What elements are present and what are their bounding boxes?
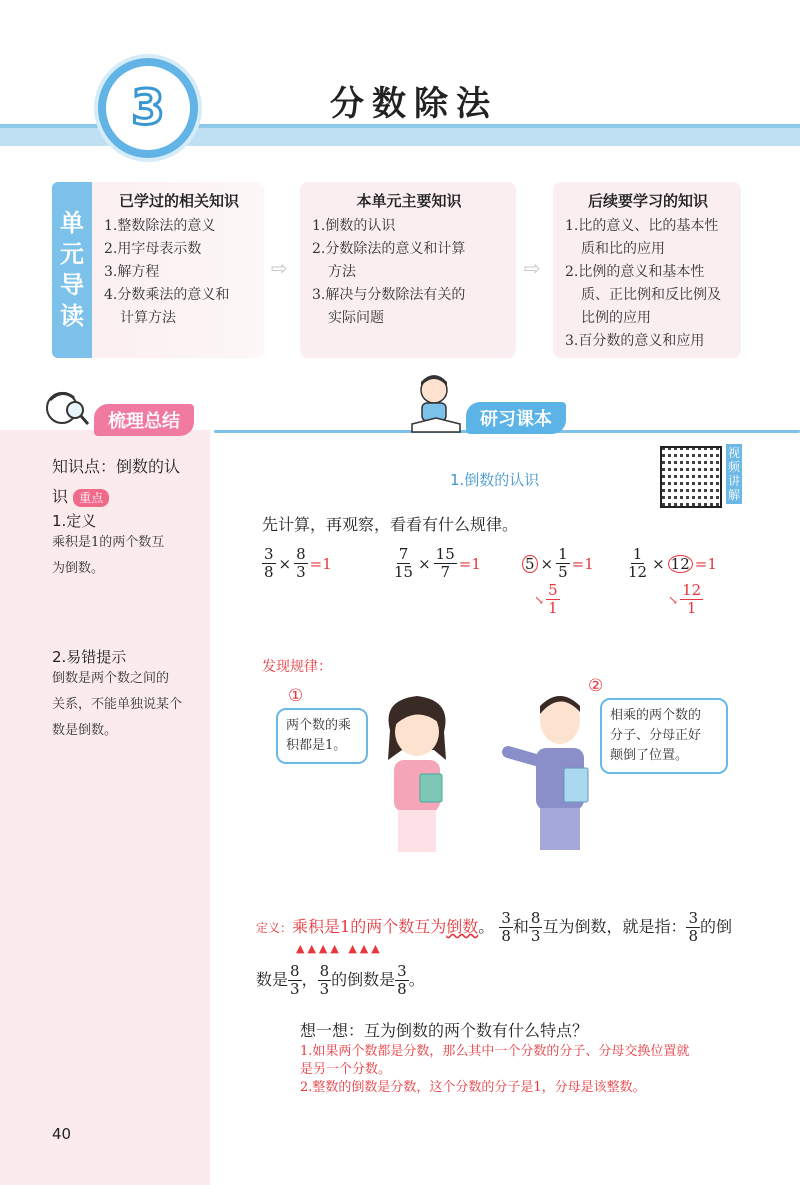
text-line: 倒数是两个数之间的 xyxy=(52,671,170,686)
list-item: 2.比例的意义和基本性 xyxy=(565,264,705,280)
tab-char: 元 xyxy=(60,239,84,268)
tab-char: 导 xyxy=(60,271,84,299)
unit-number-badge: 3 xyxy=(98,58,198,158)
result: =1 xyxy=(571,554,594,573)
knowledge-point-text: 识 xyxy=(52,487,69,506)
qr-code-icon[interactable] xyxy=(660,446,722,508)
mistake-text xyxy=(52,666,182,744)
list-item: 质、正比例和反比例及 xyxy=(581,287,721,303)
result: =1 xyxy=(458,554,481,573)
textbook-pill: 研习课本 xyxy=(466,402,566,434)
result: =1 xyxy=(309,554,332,573)
label-char: 频 xyxy=(727,460,740,474)
list-item: 2.用字母表示数 xyxy=(104,241,202,257)
box-title: 本单元主要知识 xyxy=(356,192,462,210)
numerator: 3 xyxy=(264,545,274,563)
text-line: 数是倒数。 xyxy=(52,723,118,738)
bubble-line: 两个数的乘 xyxy=(286,718,352,733)
bubble-line: 分子、分母正好 xyxy=(610,728,702,743)
summary-pill: 梳理总结 xyxy=(94,404,194,436)
label-char: 解 xyxy=(727,488,740,502)
box-title: 后续要学习的知识 xyxy=(587,192,708,210)
mistake-heading: 2.易错提示 xyxy=(52,648,127,666)
circled-number: 5 xyxy=(522,555,538,573)
list-item: 实际问题 xyxy=(328,310,384,326)
denominator: 8 xyxy=(397,980,407,998)
definition-text xyxy=(52,530,164,582)
denominator: 8 xyxy=(501,927,511,945)
answer-line: 2.整数的倒数是分数，这个分数的分子是1，分母是该整数。 xyxy=(300,1080,646,1095)
equation-3-note xyxy=(534,582,560,617)
times-sign: × xyxy=(540,554,554,573)
intro-text: 先计算，再观察，看看有什么规律。 xyxy=(262,515,519,534)
definition-tag: 定义： xyxy=(256,921,293,935)
page-title: 分数除法 xyxy=(330,84,498,124)
knowledge-point-text: 知识点：倒数的认 xyxy=(52,457,181,476)
marker-2: ② xyxy=(588,676,604,696)
denominator: 5 xyxy=(558,563,568,581)
list-item: 1.比的意义、比的基本性 xyxy=(565,218,719,234)
times-sign: × xyxy=(652,554,665,573)
definition-text: 互为倒数，就是指： xyxy=(542,917,687,936)
list-item: 比例的应用 xyxy=(581,310,651,326)
boy-illustration xyxy=(500,690,600,855)
denominator: 12 xyxy=(628,563,648,581)
definition-text: 数是 xyxy=(256,970,289,989)
definition-text: 。 xyxy=(408,970,425,989)
numerator: 1 xyxy=(558,545,568,563)
tab-char: 单 xyxy=(60,208,84,237)
list-item: 方法 xyxy=(328,264,356,280)
bubble-line: 积都是1。 xyxy=(286,738,347,753)
curved-arrow-icon: ↘ xyxy=(668,592,679,607)
video-explain-label[interactable] xyxy=(726,444,742,504)
denominator: 3 xyxy=(319,980,330,998)
list-item: 计算方法 xyxy=(120,310,176,326)
equation-2 xyxy=(392,546,481,581)
definition-heading: 1.定义 xyxy=(52,512,97,530)
times-sign: × xyxy=(278,554,292,573)
denominator: 8 xyxy=(688,927,698,945)
section-title: 1.倒数的认识 xyxy=(450,471,540,489)
knowledge-point xyxy=(52,452,208,512)
list-item: 1.整数除法的意义 xyxy=(104,218,216,234)
definition-text: 。 xyxy=(478,917,495,936)
result: =1 xyxy=(694,554,717,573)
numerator: 3 xyxy=(501,909,511,927)
equation-3 xyxy=(522,546,594,581)
rule-label: 发现规律： xyxy=(262,659,332,675)
answer-line: 是另一个分数。 xyxy=(300,1062,392,1077)
main-knowledge-box xyxy=(300,182,516,358)
list-item: 2.分数除法的意义和计算 xyxy=(312,241,466,257)
numerator: 15 xyxy=(435,545,455,563)
bubble-line: 相乘的两个数的 xyxy=(610,708,702,723)
girl-illustration xyxy=(372,690,462,855)
numerator: 8 xyxy=(530,909,541,927)
page-number: 40 xyxy=(52,1125,72,1143)
bubble-line: 颠倒了位置。 xyxy=(610,748,689,763)
answer-block xyxy=(300,1043,760,1097)
numerator: 8 xyxy=(319,962,330,980)
numerator: 1 xyxy=(632,545,643,563)
arrow-right-icon: ⇨ xyxy=(271,256,288,280)
numerator: 7 xyxy=(398,545,409,563)
denominator: 3 xyxy=(290,980,300,998)
keyword: 倒数 xyxy=(446,917,479,936)
numerator: 3 xyxy=(397,962,407,980)
curved-arrow-icon: ↘ xyxy=(534,592,545,607)
numerator: 8 xyxy=(296,545,306,563)
unit-guide-tab xyxy=(52,182,92,358)
definition-text: ， xyxy=(301,970,318,989)
list-item: 1.倒数的认识 xyxy=(312,218,396,234)
text-line: 关系，不能单独说某个 xyxy=(52,697,183,712)
numerator: 3 xyxy=(688,909,698,927)
list-item: 3.解决与分数除法有关的 xyxy=(312,287,466,303)
circled-number: 12 xyxy=(668,555,693,573)
denominator: 3 xyxy=(530,927,541,945)
definition-text: 和 xyxy=(512,917,529,936)
equation-4-note xyxy=(668,582,703,617)
definition-text: 乘积是1的两个数互为 xyxy=(292,917,447,936)
numerator: 5 xyxy=(548,581,558,599)
equation-4 xyxy=(626,546,717,581)
student-reading-icon xyxy=(410,372,464,434)
definition-text: 的倒 xyxy=(700,917,733,936)
denominator: 8 xyxy=(264,563,274,581)
text-line: 乘积是1的两个数互 xyxy=(52,535,165,550)
denominator: 15 xyxy=(394,563,414,581)
times-sign: × xyxy=(418,554,431,573)
label-char: 讲 xyxy=(727,474,740,488)
denominator: 1 xyxy=(686,599,697,617)
list-item: 3.解方程 xyxy=(104,264,160,280)
text-line: 为倒数。 xyxy=(52,561,105,576)
list-item: 4.分数乘法的意义和 xyxy=(104,287,230,303)
numerator: 12 xyxy=(682,581,702,599)
magnifier-kid-icon xyxy=(42,386,92,432)
speech-bubble-2 xyxy=(600,698,728,774)
marker-1: ① xyxy=(288,686,304,706)
equation-1 xyxy=(262,546,332,581)
prior-knowledge-box xyxy=(92,182,264,358)
key-point-badge: 重点 xyxy=(73,489,109,507)
denominator: 3 xyxy=(296,563,306,581)
think-question: 想一想：互为倒数的两个数有什么特点？ xyxy=(300,1021,589,1040)
list-item: 质和比的应用 xyxy=(581,241,665,257)
definition-text: 的倒数是 xyxy=(331,970,396,989)
numerator: 8 xyxy=(290,962,300,980)
box-title: 已学过的相关知识 xyxy=(118,192,239,210)
emphasis-marks: ▲▲▲▲ ▲▲▲ xyxy=(296,942,383,955)
future-knowledge-box xyxy=(553,182,741,358)
denominator: 1 xyxy=(548,599,558,617)
arrow-right-icon: ⇨ xyxy=(524,256,541,280)
denominator: 7 xyxy=(440,563,450,581)
list-item: 3.百分数的意义和应用 xyxy=(565,333,705,349)
answer-line: 1.如果两个数都是分数，那么其中一个分数的分子、分母交换位置就 xyxy=(300,1044,690,1059)
definition-block xyxy=(256,910,756,998)
tab-char: 读 xyxy=(60,302,84,331)
speech-bubble-1 xyxy=(276,708,368,764)
label-char: 视 xyxy=(727,446,740,460)
